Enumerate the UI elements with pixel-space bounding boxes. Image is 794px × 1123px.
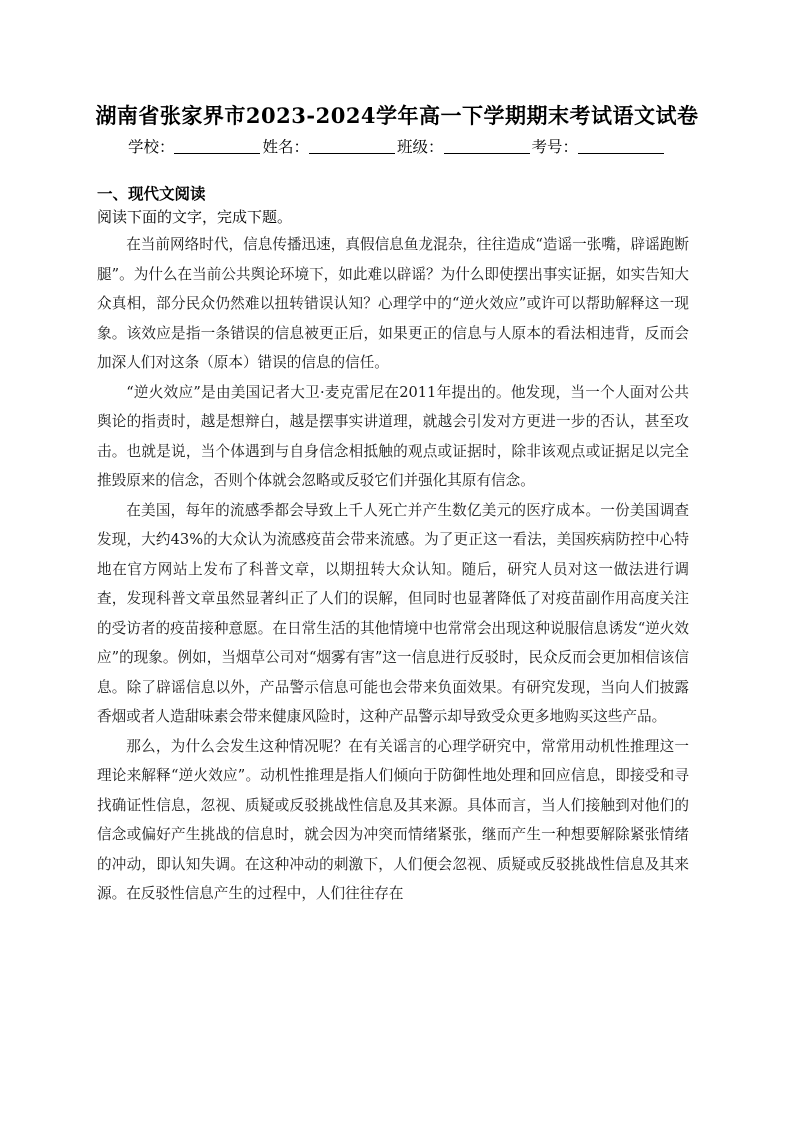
student-info-line [0,135,794,157]
name-blank [309,139,395,154]
class-blank [444,139,530,154]
section-heading: 一、现代文阅读 [97,185,206,203]
passage-body [97,230,689,909]
passage-paragraph: 在当前网络时代，信息传播迅速，真假信息鱼龙混杂，往往造成“造谣一张嘴，辟谣跑断腿”。为什么在当前公共舆论环境下，如此难以辟谣？为什么即使摆出事实证据，如实告知大众真相，部分民众仍然难以扭转错误认知？心理学中的“逆火效应”或许可以帮助解释这一现象。该效应是指一条错误的信息被更正后，如果更正的信息与人原本的看法相违背，反而会加深人们对这条（原本）错误的信息的信任。 [97,236,689,371]
school-label: 学校： [127,138,175,156]
class-label: 班级： [397,138,444,156]
passage-paragraph: “逆火效应”是由美国记者大卫·麦克雷尼在2011年提出的。他发现，当一个人面对公共舆论的指责时，越是想辩白，越是摆事实讲道理，就越会引发对方更进一步的否认，甚至攻击。也就是说，当个体遇到与自身信念相抵触的观点或证据时，除非该观点或证据足以完全推毁原来的信念，否则个体就会忽略或反驳它们并强化其原有信念。 [97,383,689,489]
name-label: 姓名： [262,138,309,156]
passage-paragraph: 在美国，每年的流感季都会导致上千人死亡并产生数亿美元的医疗成本。一份美国调查发现，大约43%的大众认为流感疫苗会带来流感。为了更正这一看法，美国疾病防控中心特地在官方网站上发布了科普文章，以期扭转大众认知。随后，研究人员对这一做法进行调查，发现科普文章虽然显著纠正了人们的误解，但同时也显著降低了对疫苗副作用高度关注的受访者的疫苗接种意愿。在日常生活的其他情境中也常常会出现这种说服信息诱发“逆火效应”的现象。例如，当烟草公司对“烟雾有害”这一信息进行反驳时，民众反而会更加相信该信息。除了辟谣信息以外，产品警示信息可能也会带来负面效果。有研究发现，当向人们披露香烟或者人造甜味素会带来健康风险时，这种产品警示却导致受众更多地购买这些产品。 [97,501,689,725]
document-title: 湖南省张家界市2023-2024学年高一下学期期末考试语文试卷 [95,103,699,128]
passage-paragraph: 那么，为什么会发生这种情况呢？在有关谣言的心理学研究中，常常用动机性推理这一理论来解释“逆火效应”。动机性推理是指人们倾向于防御性地处理和回应信息，即接受和寻找确证性信息，忽视、质疑或反驳挑战性信息及其来源。具体而言，当人们接触到对他们的信念或偏好产生挑战的信息时，就会因为冲突而情绪紧张，继而产生一种想要解除紧张情绪的冲动，即认知失调。在这种冲动的刺激下，人们便会忽视、质疑或反驳挑战性信息及其来源。在反驳性信息产生的过程中，人们往往存在 [97,737,689,902]
reading-instruction: 阅读下面的文字，完成下题。 [97,208,293,226]
exam-no-blank [578,139,664,154]
school-blank [174,139,260,154]
exam-no-label: 考号： [531,138,579,156]
